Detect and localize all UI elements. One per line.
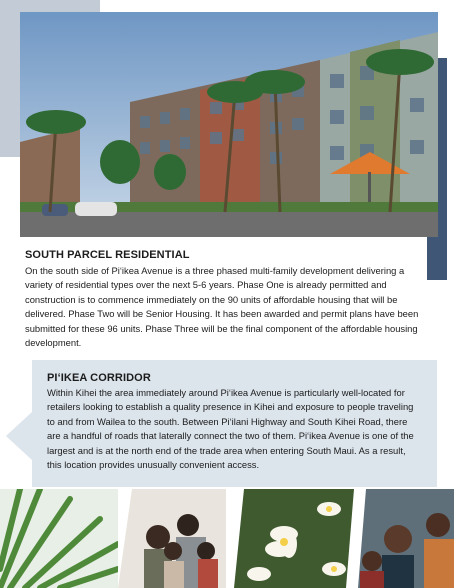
group-portrait-photo	[358, 489, 454, 588]
palm-leaf-photo	[0, 489, 118, 588]
family-photo	[118, 489, 226, 588]
residential-section-body: On the south side of Piʻikea Avenue is a three phased multi-family development delivering a variety of residential types over the next 5-6 years. Phase One is already permitted and construction is to commence immediately on the 90 units of affordable housing that will be delivered. Phase Two will be Senior Housing. It has been awarded and permit plans have been submitted for these 96 units. Phase Three will be the final component of the affordable housing development.	[25, 265, 419, 349]
residential-section-title: SOUTH PARCEL RESIDENTIAL	[25, 249, 190, 261]
corridor-section-body: Within Kihei the area immediately around Piʻikea Avenue is particularly well-located for retailers looking to establish a quality presence in Kihei and exposure to people traveling to and from Wailea to the south. Between Piʻilani Highway and South Kihei Road, there are a handful of roads that laterally connect the two of them. Piʻikea Avenue is one of the largest and is at the north end of the trade area when entering South Maui. As a result, this location provides unusually convenient access.	[47, 387, 414, 471]
callout-pointer-icon	[6, 412, 32, 460]
corridor-section-title: PIʻIKEA CORRIDOR	[47, 372, 151, 384]
residential-rendering-image	[20, 12, 438, 237]
plumeria-flower-photo	[234, 489, 354, 588]
